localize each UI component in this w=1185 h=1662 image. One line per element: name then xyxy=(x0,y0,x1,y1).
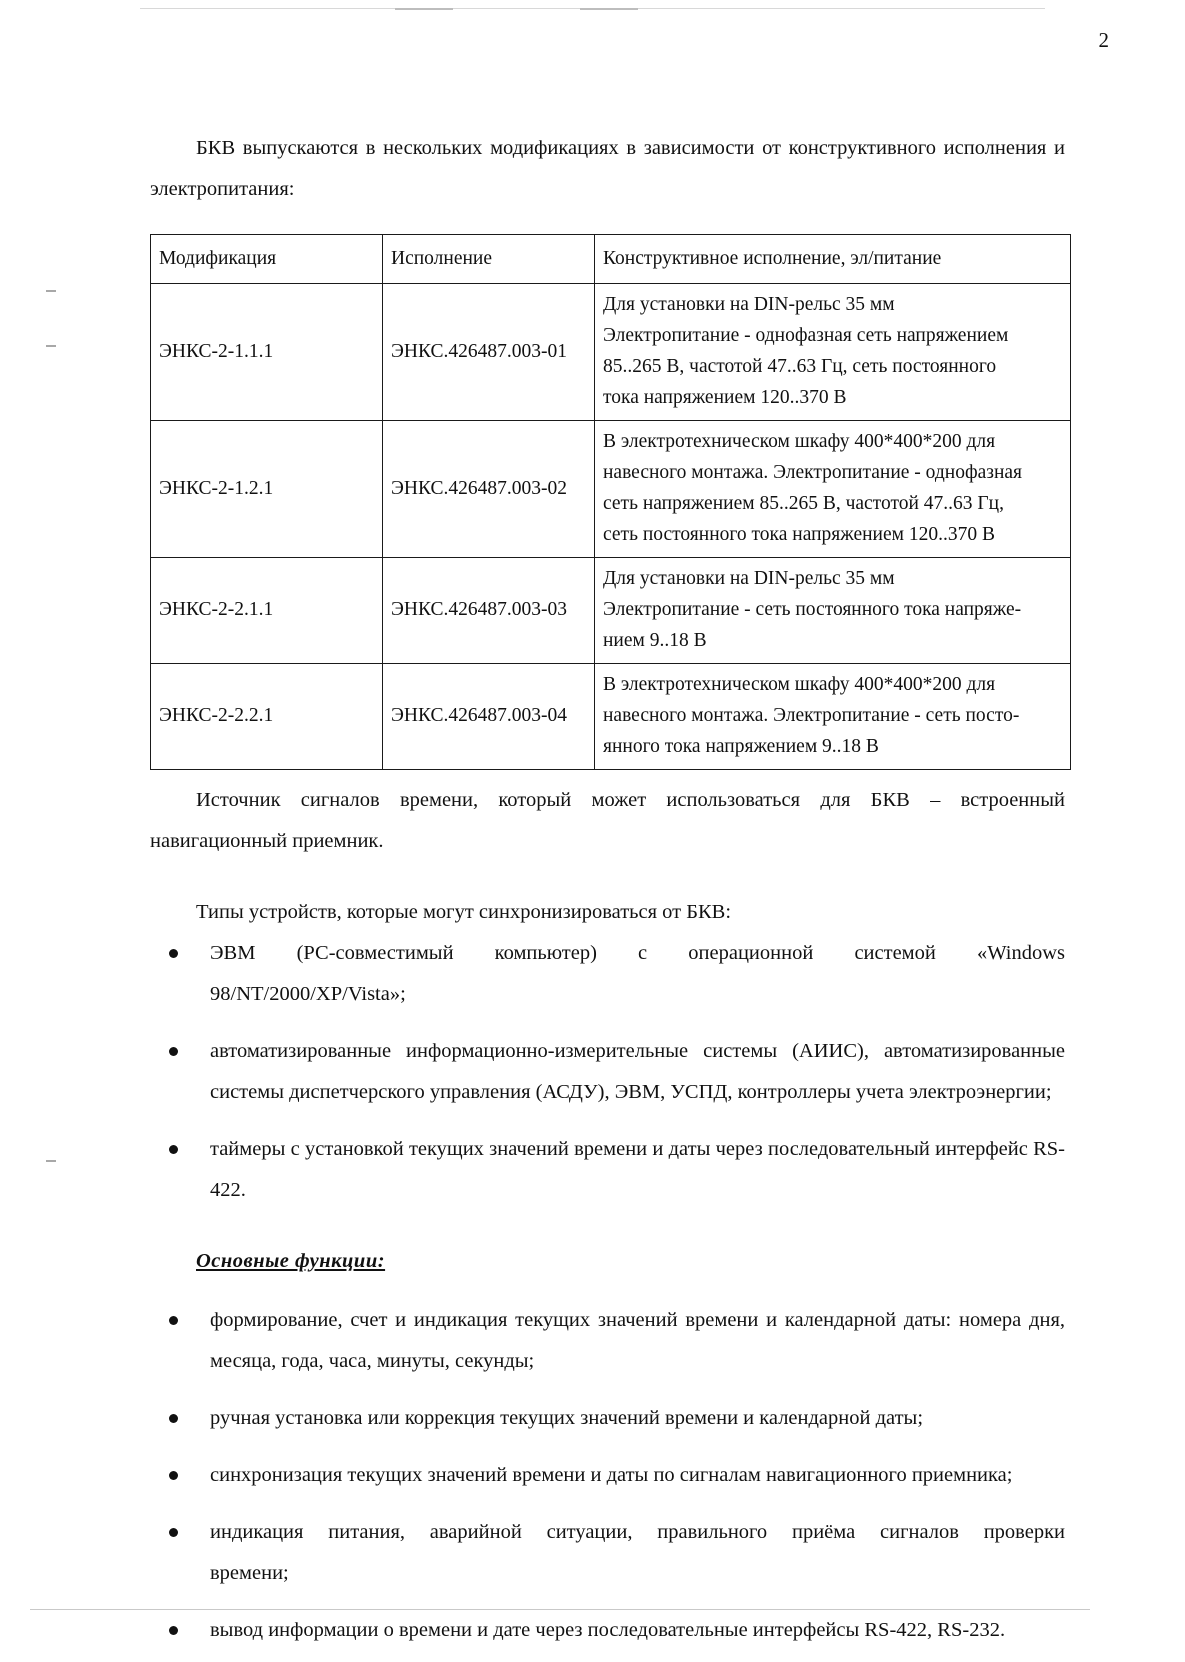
description-line: сеть напряжением 85..265 В, частотой 47..63 Гц, xyxy=(603,493,1004,514)
cell-execution: ЭНКС.426487.003-02 xyxy=(383,421,595,558)
device-types-lead-in: Типы устройств, которые могут синхронизироваться от БКВ: xyxy=(196,901,732,923)
description-line: сеть постоянного тока напряжением 120..370 В xyxy=(603,524,995,545)
cell-execution: ЭНКС.426487.003-04 xyxy=(383,664,595,770)
description-line: Электропитание - сеть постоянного тока напряже- xyxy=(603,599,1022,620)
table-row xyxy=(151,284,1071,421)
description-line: навесного монтажа. Электропитание - сеть посто- xyxy=(603,705,1020,726)
cell-description xyxy=(595,421,1071,558)
description-line: нием 9..18 В xyxy=(603,630,707,651)
cell-modification: ЭНКС-2-2.2.1 xyxy=(151,664,383,770)
bullet-icon xyxy=(169,1528,178,1537)
list-item-label: автоматизированные информационно-измерительные системы (АИИС), автоматизированные системы диспетчерского управления (АСДУ), ЭВМ, УСПД, контроллеры учета электроэнергии; xyxy=(210,1040,1065,1103)
document-content xyxy=(150,128,1065,1651)
description-line: тока напряжением 120..370 В xyxy=(603,387,847,408)
list-item-label: формирование, счет и индикация текущих значений времени и календарной даты: номера дня, месяца, года, часа, минуты, секунды; xyxy=(210,1309,1065,1372)
intro-paragraph: БКВ выпускаются в нескольких модификациях в зависимости от конструктивного исполнения и электропитания: xyxy=(150,137,1065,200)
cell-execution: ЭНКС.426487.003-01 xyxy=(383,284,595,421)
description-line: В электротехническом шкафу 400*400*200 для xyxy=(603,674,996,695)
device-types-list xyxy=(150,933,1065,1211)
cell-description xyxy=(595,284,1071,421)
table-header-row xyxy=(151,235,1071,284)
cell-execution: ЭНКС.426487.003-03 xyxy=(383,558,595,664)
table-header-construction: Конструктивное исполнение, эл/питание xyxy=(595,235,1071,284)
scan-artifact-tick-left-2 xyxy=(46,345,56,347)
list-item xyxy=(150,1031,1065,1113)
bullet-icon xyxy=(169,949,178,958)
description-line: Для установки на DIN-рельс 35 мм xyxy=(603,294,895,315)
list-item-label: ЭВМ (РС-совместимый компьютер) с операционной системой «Windows 98/NT/2000/XP/Vista»; xyxy=(210,942,1065,1005)
description-line: 85..265 В, частотой 47..63 Гц, сеть постоянного xyxy=(603,356,997,377)
description-line: В электротехническом шкафу 400*400*200 для xyxy=(603,431,996,452)
table-row xyxy=(151,558,1071,664)
modifications-table xyxy=(150,234,1071,770)
scan-artifact-dash-top-left xyxy=(395,8,453,10)
list-item xyxy=(150,1455,1065,1496)
list-item-label: таймеры с установкой текущих значений времени и даты через последовательный интерфейс RS-422. xyxy=(210,1138,1065,1201)
list-item xyxy=(150,1129,1065,1211)
cell-modification: ЭНКС-2-1.1.1 xyxy=(151,284,383,421)
cell-modification: ЭНКС-2-1.2.1 xyxy=(151,421,383,558)
scan-artifact-tick-left-1 xyxy=(46,290,56,292)
description-line: навесного монтажа. Электропитание - однофазная xyxy=(603,462,1023,483)
description-line: янного тока напряжением 9..18 В xyxy=(603,736,879,757)
table-row xyxy=(151,664,1071,770)
cell-modification: ЭНКС-2-2.1.1 xyxy=(151,558,383,664)
bullet-icon xyxy=(169,1145,178,1154)
bullet-icon xyxy=(169,1316,178,1325)
cell-description xyxy=(595,664,1071,770)
list-item-label: синхронизация текущих значений времени и даты по сигналам навигационного приемника; xyxy=(210,1464,1013,1486)
list-item-label: индикация питания, аварийной ситуации, правильного приёма сигналов проверки времени; xyxy=(210,1521,1065,1584)
main-functions-list xyxy=(150,1300,1065,1651)
bullet-icon xyxy=(169,1471,178,1480)
bullet-icon xyxy=(169,1047,178,1056)
source-paragraph: Источник сигналов времени, который может использоваться для БКВ – встроенный навигационный приемник. xyxy=(150,789,1065,852)
table-row xyxy=(151,421,1071,558)
cell-description xyxy=(595,558,1071,664)
table-body xyxy=(151,284,1071,770)
scan-artifact-dash-top-right xyxy=(580,8,638,10)
list-item xyxy=(150,1610,1065,1651)
bullet-icon xyxy=(169,1414,178,1423)
table-header-modification: Модификация xyxy=(151,235,383,284)
list-item xyxy=(150,1398,1065,1439)
section-heading-main-functions: Основные функции: xyxy=(196,1250,386,1272)
list-item-label: вывод информации о времени и дате через последовательные интерфейсы RS-422, RS-232. xyxy=(210,1619,1006,1641)
description-line: Электропитание - однофазная сеть напряжением xyxy=(603,325,1009,346)
list-item-label: ручная установка или коррекция текущих значений времени и календарной даты; xyxy=(210,1407,924,1429)
description-line: Для установки на DIN-рельс 35 мм xyxy=(603,568,895,589)
list-item xyxy=(150,1512,1065,1594)
list-item xyxy=(150,1300,1065,1382)
page-number: 2 xyxy=(1098,28,1109,52)
bullet-icon xyxy=(169,1626,178,1635)
list-item xyxy=(150,933,1065,1015)
scan-artifact-tick-left-3 xyxy=(46,1160,56,1162)
table-header-execution: Исполнение xyxy=(383,235,595,284)
